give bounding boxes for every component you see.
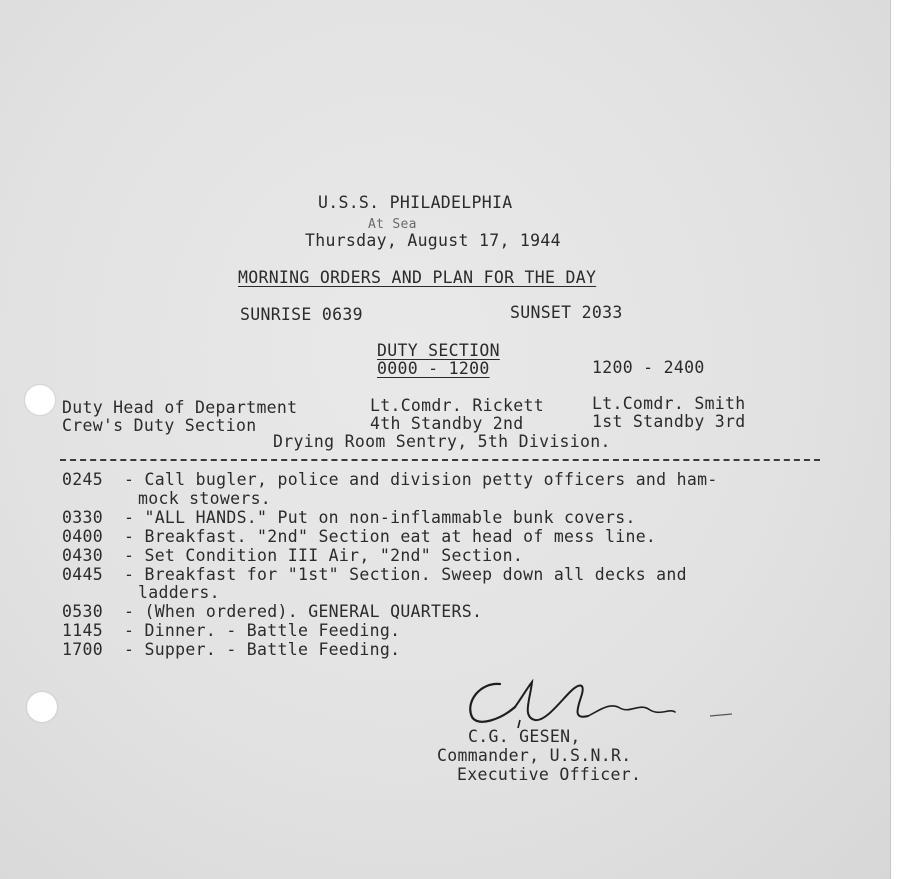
schedule-text: - Set Condition III Air, "2nd" Section.	[124, 546, 524, 565]
punch-hole-bottom	[27, 692, 57, 722]
duty-row-second: Lt.Comdr. Smith	[592, 394, 746, 413]
schedule-time: 0430	[62, 546, 103, 565]
sunset: SUNSET 2033	[510, 303, 623, 322]
schedule-entry	[62, 527, 782, 546]
schedule-continuation: mock stowers.	[138, 489, 272, 508]
duty-period-1: 0000 - 1200	[377, 359, 490, 378]
duty-row-second: 1st Standby 3rd	[592, 412, 746, 431]
punch-hole-top	[25, 385, 55, 415]
signer-title: Executive Officer.	[457, 765, 642, 784]
schedule-entry	[62, 602, 782, 621]
schedule-entry	[62, 565, 782, 584]
schedule-time: 0445	[62, 565, 103, 584]
schedule-text: - Breakfast. "2nd" Section eat at head of mess line.	[124, 527, 657, 546]
duty-section-label: DUTY SECTION	[377, 341, 500, 360]
signer-name: C.G. GESEN,	[468, 727, 581, 746]
duty-row-label: Duty Head of Department	[62, 398, 298, 417]
schedule-entry	[62, 546, 782, 565]
schedule-text: - "ALL HANDS." Put on non-inflammable bunk covers.	[124, 508, 636, 527]
schedule-text: - Call bugler, police and division petty officers and ham-	[124, 470, 718, 489]
schedule-time: 0245	[62, 470, 103, 489]
duty-row-first: 4th Standby 2nd	[370, 414, 524, 433]
sentry-line: Drying Room Sentry, 5th Division.	[273, 432, 611, 451]
duty-row-first: Lt.Comdr. Rickett	[370, 396, 544, 415]
schedule-text: - Breakfast for "1st" Section. Sweep down all decks and	[124, 565, 687, 584]
schedule-time: 0530	[62, 602, 103, 621]
schedule-entry	[62, 640, 782, 659]
schedule-entry	[62, 621, 782, 640]
schedule-time: 0330	[62, 508, 103, 527]
location: At Sea	[368, 217, 417, 232]
duty-row-label: Crew's Duty Section	[62, 416, 257, 435]
signer-rank: Commander, U.S.N.R.	[437, 746, 632, 765]
schedule-time: 0400	[62, 527, 103, 546]
schedule-continuation: ladders.	[138, 583, 220, 602]
date: Thursday, August 17, 1944	[305, 231, 561, 250]
page-edge	[890, 0, 900, 879]
schedule-text: - Dinner. - Battle Feeding.	[124, 621, 401, 640]
schedule-time: 1145	[62, 621, 103, 640]
schedule-time: 1700	[62, 640, 103, 659]
schedule-entry	[62, 508, 782, 527]
dashed-divider	[60, 459, 820, 461]
duty-period-2: 1200 - 2400	[592, 358, 705, 377]
schedule-text: - (When ordered). GENERAL QUARTERS.	[124, 602, 483, 621]
ship-name: U.S.S. PHILADELPHIA	[318, 193, 513, 212]
sunrise: SUNRISE 0639	[240, 305, 363, 324]
schedule-entry	[62, 470, 782, 489]
handwritten-signature	[460, 672, 740, 732]
schedule-text: - Supper. - Battle Feeding.	[124, 640, 401, 659]
document-title: MORNING ORDERS AND PLAN FOR THE DAY	[238, 268, 597, 287]
